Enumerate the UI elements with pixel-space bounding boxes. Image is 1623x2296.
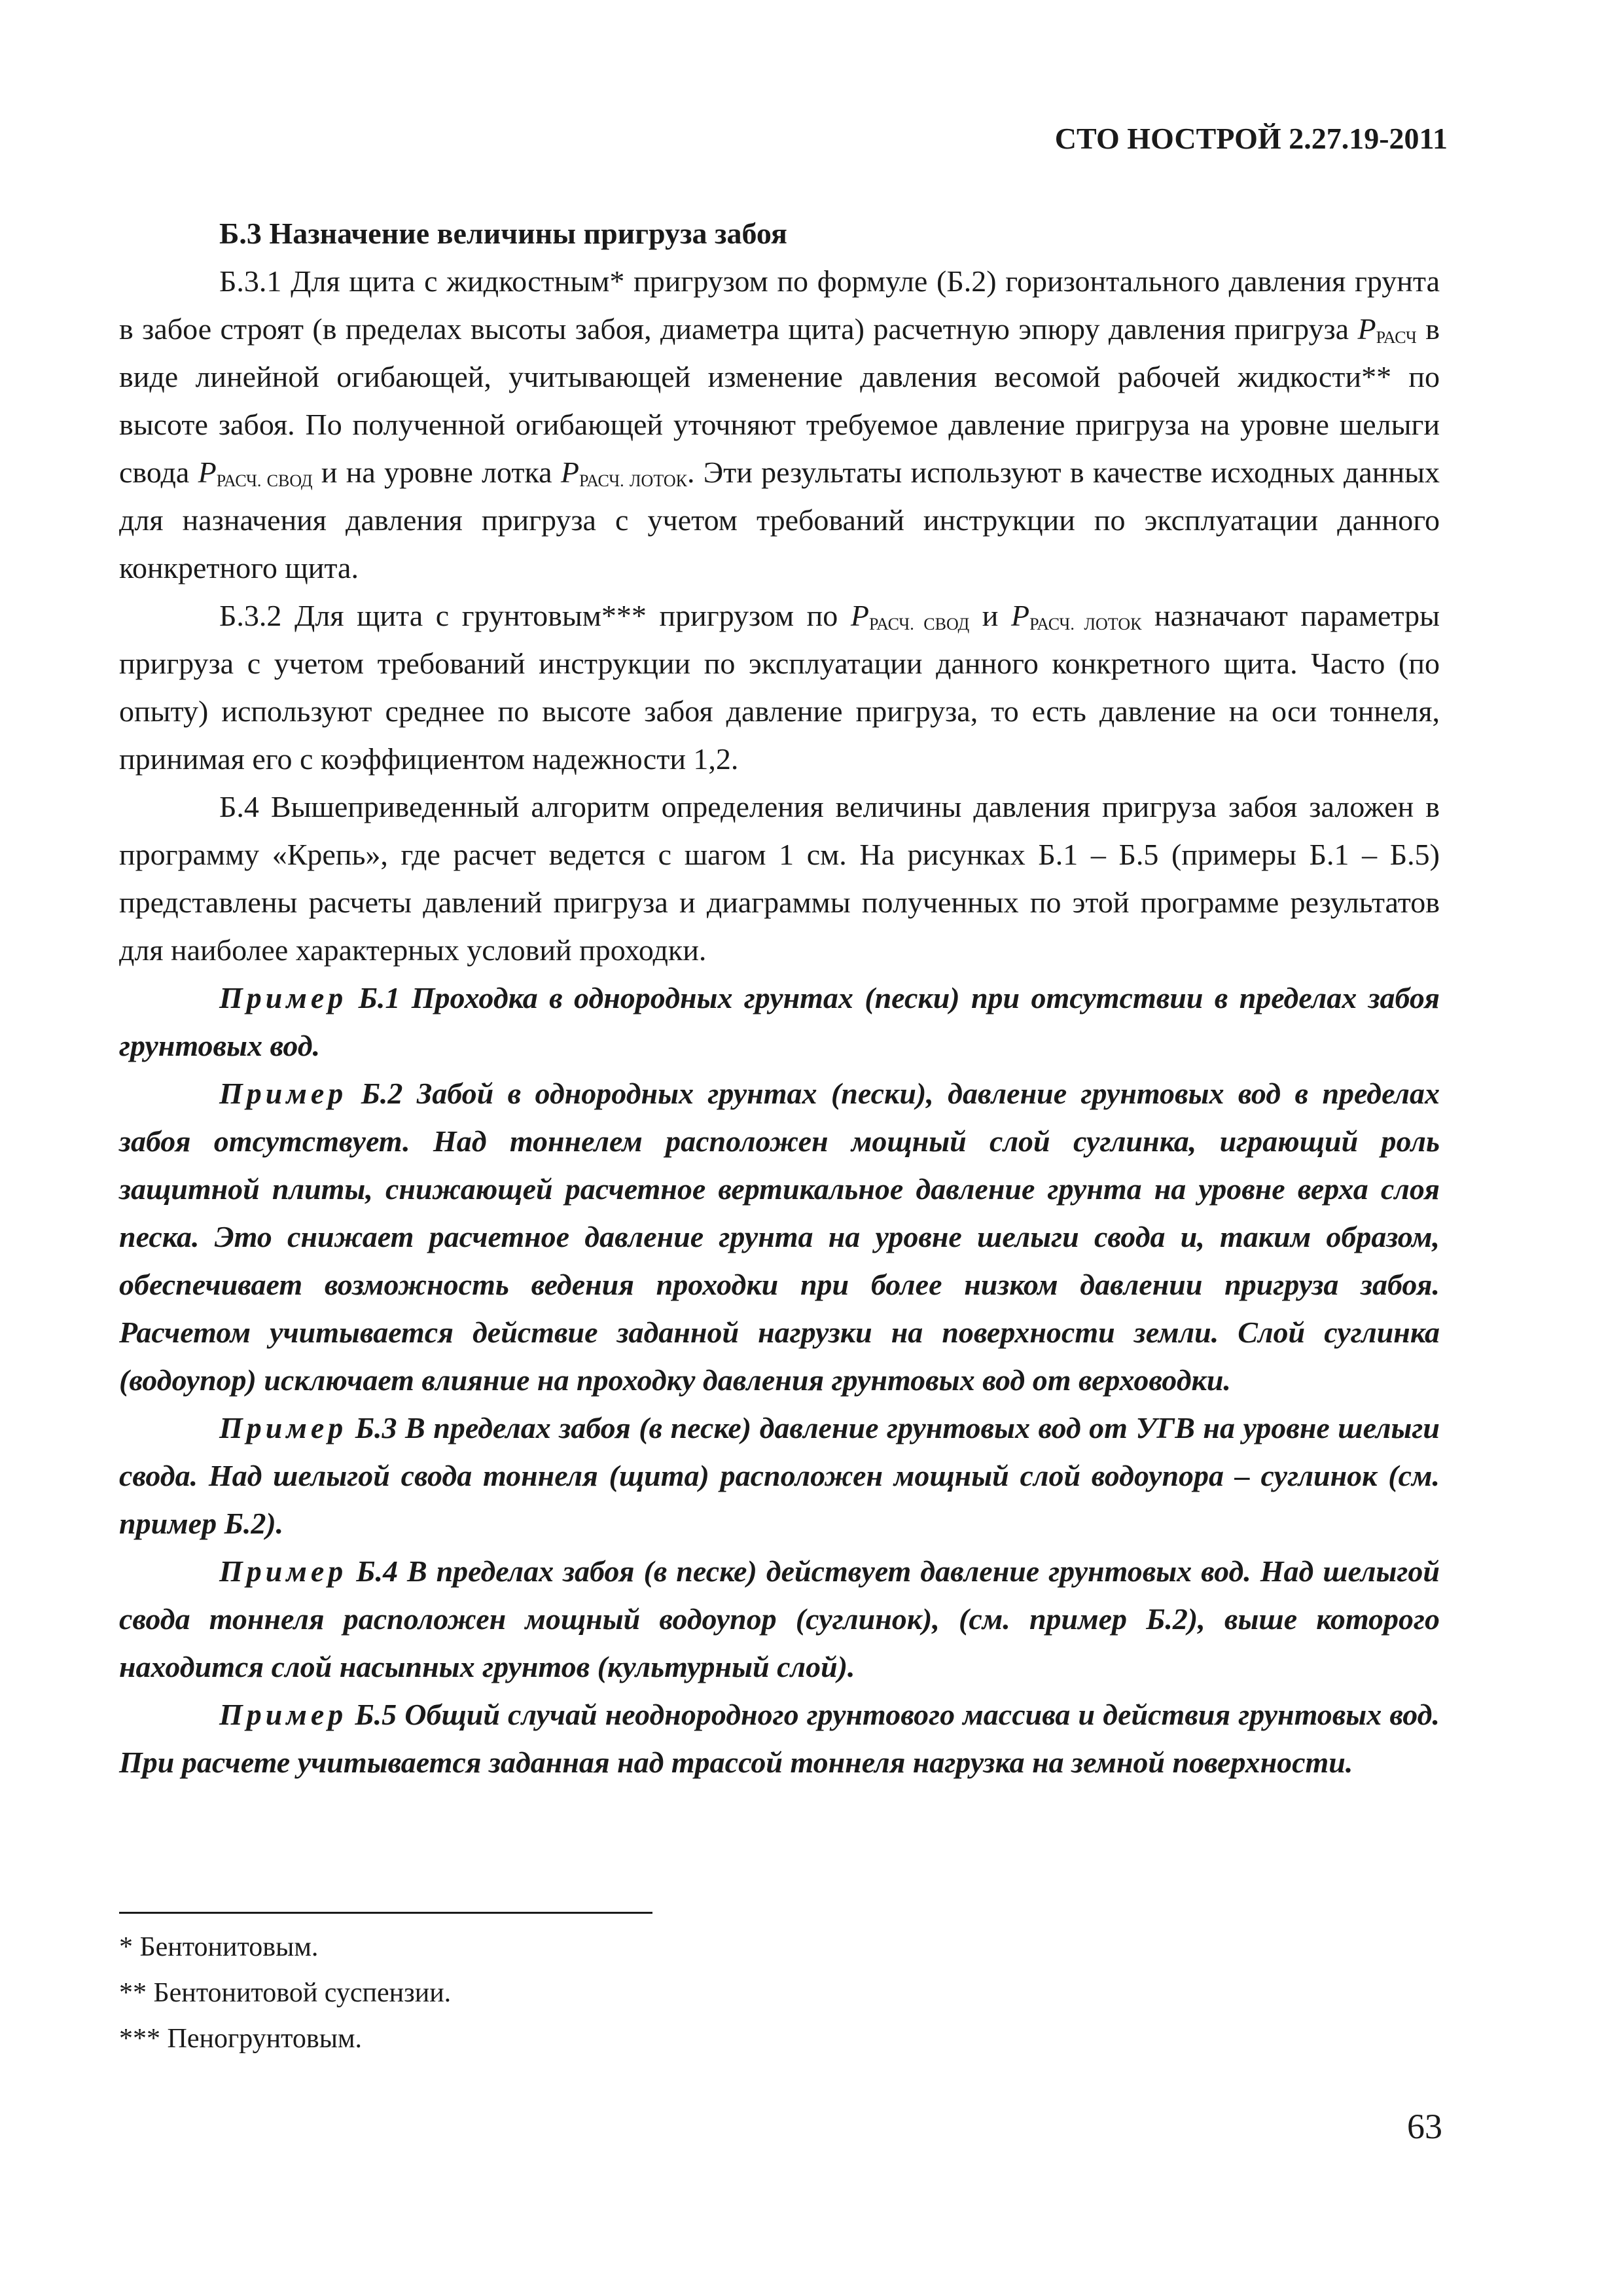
paragraph-b31 xyxy=(119,257,1440,592)
example-text: Б.1 Проходка в однородных грунтах (пески) при отсутствии в пределах забоя грунтовых вод. xyxy=(119,981,1440,1062)
paragraph-b32-text-1: Б.3.2 Для щита с грунтовым*** пригрузом по xyxy=(219,599,851,632)
document-code-header: СТО НОСТРОЙ 2.27.19-2011 xyxy=(1054,122,1448,155)
footnote-2: ** Бентонитовой суспензии. xyxy=(119,1978,452,2008)
p-rasch-subscript: РАСЧ xyxy=(1376,328,1417,347)
paragraph-b31-text-3: и на уровне лотка xyxy=(312,456,561,489)
p-lotok-subscript: РАСЧ. ЛОТОК xyxy=(1029,615,1142,634)
p-lotok-variable: P xyxy=(560,456,579,489)
footnote-separator xyxy=(119,1912,652,1914)
p-rasch-variable: P xyxy=(1357,312,1376,346)
paragraph-b31-text-4: . Эти результаты используют в качестве исходных данных для назначения давления пригруза с учетом требований инструкции по эксплуатации данного конкретного щита. xyxy=(119,456,1440,584)
example-label: Пример xyxy=(219,981,348,1014)
footnote-1: * Бентонитовым. xyxy=(119,1932,319,1962)
example-label: Пример xyxy=(219,1554,348,1588)
example-label: Пример xyxy=(219,1698,348,1731)
example-text: Б.4 В пределах забоя (в песке) действует давление грунтовых вод. Над шелыгой свода тоннеля расположен мощный водоупор (суглинок), (см. пример Б.2), выше которого находится слой насыпных грунтов (культурный слой). xyxy=(119,1554,1440,1683)
paragraph-b31-text-2: в виде линейной огибающей, учитывающей изменение давления весомой рабочей жидкости** по высоте забоя. По полученной огибающей уточняют требуемое давление пригруза на уровне шелыги свода xyxy=(119,312,1440,489)
footnote-3: *** Пеногрунтовым. xyxy=(119,2024,363,2054)
footnotes xyxy=(119,1924,451,2062)
p-lotok-variable: P xyxy=(1011,599,1030,632)
example-label: Пример xyxy=(219,1411,348,1444)
example-label: Пример xyxy=(219,1077,348,1110)
section-title: Б.3 Назначение величины пригруза забоя xyxy=(219,217,787,250)
example-text: Б.2 Забой в однородных грунтах (пески), давление грунтовых вод в пределах забоя отсутствует. Над тоннелем расположен мощный слой суглинка, играющий роль защитной плиты, снижающей расчетное вертикальное давление грунта на уровне верха слоя песка. Это снижает расчетное давление грунта на уровне шелыги свода и, таким образом, обеспечивает возможность ведения проходки при более низком давлении пригруза забоя. Расчетом учитывается действие заданной нагрузки на поверхности земли. Слой суглинка (водоупор) исключает влияние на проходку давления грунтовых вод от верховодки. xyxy=(119,1077,1440,1397)
paragraph-b31-text-1: Б.3.1 Для щита с жидкостным* пригрузом по формуле (Б.2) горизонтального давления грунта в забое строят (в пределах высоты забоя, диаметра щита) расчетную эпюру давления пригруза xyxy=(119,264,1440,346)
example-text: Б.5 Общий случай неоднородного грунтового массива и действия грунтовых вод. При расчете учитывается заданная над трассой тоннеля нагрузка на земной поверхности. xyxy=(119,1698,1440,1779)
example-b3 xyxy=(119,1404,1440,1547)
p-svod-variable: P xyxy=(850,599,869,632)
p-svod-variable: P xyxy=(198,456,217,489)
paragraph-b4: Б.4 Вышеприведенный алгоритм определения величины давления пригруза забоя заложен в программу «Крепь», где расчет ведется с шагом 1 см. На рисунках Б.1 – Б.5 (примеры Б.1 – Б.5) представлены расчеты давлений пригруза и диаграммы полученных по этой программе результатов для наиболее характерных условий проходки. xyxy=(119,790,1440,967)
p-lotok-subscript: РАСЧ. ЛОТОК xyxy=(579,471,687,490)
example-text: Б.3 В пределах забоя (в песке) давление грунтовых вод от УГВ на уровне шелыги свода. Над шелыгой свода тоннеля (щита) расположен мощный слой водоупора – суглинок (см. пример Б.2). xyxy=(119,1411,1440,1540)
example-b2 xyxy=(119,1069,1440,1404)
main-content xyxy=(119,209,1440,1786)
paragraph-b32 xyxy=(119,592,1440,783)
p-svod-subscript: РАСЧ. СВОД xyxy=(869,615,970,634)
paragraph-b32-text-2: и xyxy=(969,599,1011,632)
example-b1 xyxy=(119,974,1440,1069)
page-number: 63 xyxy=(1407,2107,1442,2146)
example-b4 xyxy=(119,1547,1440,1691)
example-b5 xyxy=(119,1691,1440,1786)
p-svod-subscript: РАСЧ. СВОД xyxy=(216,471,313,490)
paragraph-b32-text-3: назначают параметры пригруза с учетом требований инструкции по эксплуатации данного конкретного щита. Часто (по опыту) используют среднее по высоте забоя давление пригруза, то есть давление на оси тоннеля, принимая его с коэффициентом надежности 1,2. xyxy=(119,599,1440,776)
